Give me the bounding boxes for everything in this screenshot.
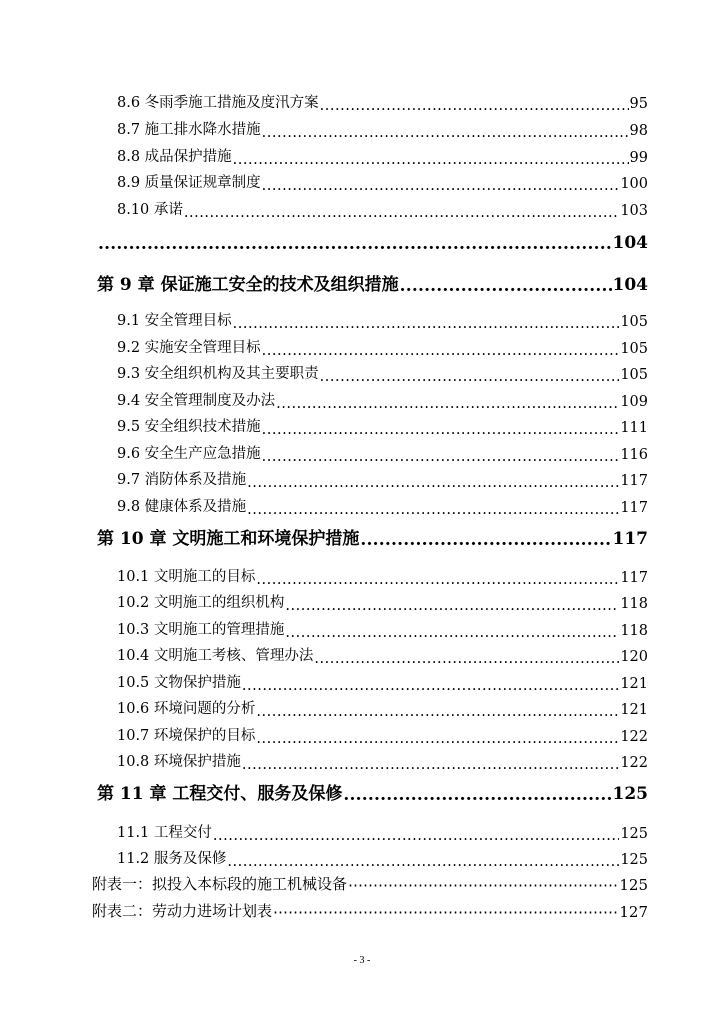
dot-leader xyxy=(242,757,619,772)
dot-leader xyxy=(320,369,620,384)
dot-leader xyxy=(262,343,620,358)
dot-leader xyxy=(213,828,619,843)
dot-leader xyxy=(247,502,619,517)
toc-entry-page-number: 100 xyxy=(620,176,648,192)
toc-section-entry[interactable] xyxy=(117,310,648,330)
toc-section-entry[interactable] xyxy=(117,416,648,436)
toc-entry-title: 附表一：拟投入本标段的施工机械设备 xyxy=(92,875,348,893)
toc-appendix-entry[interactable] xyxy=(92,901,648,921)
toc-section-entry[interactable] xyxy=(117,172,648,192)
toc-entry-page-number: 117 xyxy=(620,570,648,586)
toc-entry-page-number: 122 xyxy=(620,755,648,771)
toc-section-entry[interactable] xyxy=(117,672,648,692)
toc-entry-page-number: 125 xyxy=(620,826,648,842)
toc-section-entry[interactable] xyxy=(117,443,648,463)
toc-appendix-entry[interactable] xyxy=(92,874,648,894)
toc-section-entry[interactable] xyxy=(117,337,648,357)
toc-section-entry[interactable] xyxy=(117,469,648,489)
toc-entry-page-number: 95 xyxy=(629,96,648,112)
toc-entry-page-number: 118 xyxy=(620,596,648,612)
dot-leader xyxy=(285,625,619,640)
toc-entry-title: 9.1 安全管理目标 xyxy=(117,313,232,329)
toc-entry-page-number: 109 xyxy=(620,394,648,410)
toc-entry-title: 9.8 健康体系及措施 xyxy=(117,499,247,515)
dot-leader xyxy=(256,704,619,719)
toc-chapter-entry[interactable] xyxy=(97,271,648,295)
toc-section-entry[interactable] xyxy=(117,496,648,516)
toc-entry-title: 10.5 文物保护措施 xyxy=(117,675,241,691)
dot-leader xyxy=(242,678,619,693)
toc-entry-page-number: 105 xyxy=(620,314,648,330)
toc-entry-title: 8.6 冬雨季施工措施及度汛方案 xyxy=(117,95,319,111)
toc-entry-title: 第 11 章 工程交付、服务及保修 xyxy=(97,784,343,804)
dot-leader xyxy=(348,879,618,894)
toc-entry-page-number: 117 xyxy=(620,500,648,516)
toc-entry-title: 9.7 消防体系及措施 xyxy=(117,472,247,488)
toc-chapter-entry[interactable] xyxy=(97,780,648,804)
toc-section-entry[interactable] xyxy=(117,725,648,745)
toc-entry-page-number: 117 xyxy=(612,529,648,549)
toc-entry-page-number: 98 xyxy=(629,123,648,139)
toc-entry-page-number: 125 xyxy=(612,784,648,804)
dot-leader xyxy=(98,236,612,253)
toc-section-entry[interactable] xyxy=(117,363,648,383)
toc-entry-page-number: 122 xyxy=(620,729,648,745)
toc-section-entry[interactable] xyxy=(117,848,648,868)
dot-leader xyxy=(320,98,629,113)
toc-entry-title: 9.6 安全生产应急措施 xyxy=(117,446,261,462)
toc-entry-page-number: 104 xyxy=(612,275,648,295)
toc-entry-page-number: 104 xyxy=(612,233,648,253)
toc-section-entry[interactable] xyxy=(117,92,648,112)
dot-leader xyxy=(227,854,619,869)
toc-entry-page-number: 99 xyxy=(629,150,648,166)
dot-leader xyxy=(285,598,619,613)
toc-section-entry[interactable] xyxy=(117,199,648,219)
toc-entry-title: 10.8 环境保护措施 xyxy=(117,754,241,770)
dot-leader xyxy=(247,475,619,490)
toc-entry-title: 9.4 安全管理制度及办法 xyxy=(117,393,276,409)
toc-entry-title: 8.10 承诺 xyxy=(117,202,183,218)
toc-entry-title: 9.2 实施安全管理目标 xyxy=(117,340,261,356)
dot-leader xyxy=(262,449,620,464)
toc-entry-page-number: 103 xyxy=(620,203,648,219)
toc-entry-page-number: 125 xyxy=(619,876,648,894)
toc-entry-title: 第 10 章 文明施工和环境保护措施 xyxy=(97,529,360,549)
toc-entry-page-number: 111 xyxy=(620,420,648,436)
toc-chapter-entry[interactable] xyxy=(97,525,648,549)
toc-section-entry[interactable] xyxy=(117,592,648,612)
dot-leader xyxy=(360,532,611,549)
toc-entry-page-number: 127 xyxy=(619,903,648,921)
dot-leader xyxy=(262,422,620,437)
toc-section-entry[interactable] xyxy=(117,698,648,718)
toc-section-entry[interactable] xyxy=(117,119,648,139)
toc-entry-title: 第 9 章 保证施工安全的技术及组织措施 xyxy=(97,275,399,295)
toc-entry-page-number: 105 xyxy=(620,367,648,383)
dot-leader xyxy=(273,906,618,921)
toc-section-entry[interactable] xyxy=(117,751,648,771)
toc-chapter-entry[interactable] xyxy=(97,229,648,253)
toc-entry-title: 8.7 施工排水降水措施 xyxy=(117,122,261,138)
page-number: - 3 - xyxy=(353,955,371,966)
dot-leader xyxy=(184,205,619,220)
toc-entry-title: 10.1 文明施工的目标 xyxy=(117,569,256,585)
toc-section-entry[interactable] xyxy=(117,619,648,639)
toc-entry-title: 10.6 环境问题的分析 xyxy=(117,701,256,717)
toc-entry-page-number: 121 xyxy=(620,676,648,692)
dot-leader xyxy=(256,731,619,746)
dot-leader xyxy=(400,278,612,295)
toc-entry-page-number: 118 xyxy=(620,623,648,639)
toc-entry-title: 9.5 安全组织技术措施 xyxy=(117,419,261,435)
toc-section-entry[interactable] xyxy=(117,390,648,410)
toc-entry-page-number: 116 xyxy=(620,447,648,463)
toc-entry-title: 8.8 成品保护措施 xyxy=(117,149,232,165)
dot-leader xyxy=(314,651,619,666)
toc-entry-title: 10.3 文明施工的管理措施 xyxy=(117,622,285,638)
dot-leader xyxy=(276,396,619,411)
toc-entry-page-number: 105 xyxy=(620,341,648,357)
dot-leader xyxy=(262,125,629,140)
toc-entry-title: 10.2 文明施工的组织机构 xyxy=(117,595,285,611)
toc-entry-title: 10.4 文明施工考核、管理办法 xyxy=(117,648,314,664)
dot-leader xyxy=(343,787,611,804)
toc-section-entry[interactable] xyxy=(117,566,648,586)
toc-entry-title: 附表二：劳动力进场计划表 xyxy=(92,902,273,920)
toc-entry-title: 11.2 服务及保修 xyxy=(117,851,227,867)
dot-leader xyxy=(262,178,620,193)
toc-entry-title: 10.7 环境保护的目标 xyxy=(117,728,256,744)
toc-section-entry[interactable] xyxy=(117,822,648,842)
toc-entry-title: 11.1 工程交付 xyxy=(117,825,212,841)
toc-section-entry[interactable] xyxy=(117,146,648,166)
dot-leader xyxy=(233,316,620,331)
toc-entry-title: 9.3 安全组织机构及其主要职责 xyxy=(117,366,319,382)
toc-entry-page-number: 121 xyxy=(620,702,648,718)
toc-entry-page-number: 120 xyxy=(620,649,648,665)
toc-entry-page-number: 117 xyxy=(620,473,648,489)
dot-leader xyxy=(233,152,629,167)
toc-entry-page-number: 125 xyxy=(620,852,648,868)
toc-entry-title: 8.9 质量保证规章制度 xyxy=(117,175,261,191)
toc-section-entry[interactable] xyxy=(117,645,648,665)
dot-leader xyxy=(256,572,619,587)
